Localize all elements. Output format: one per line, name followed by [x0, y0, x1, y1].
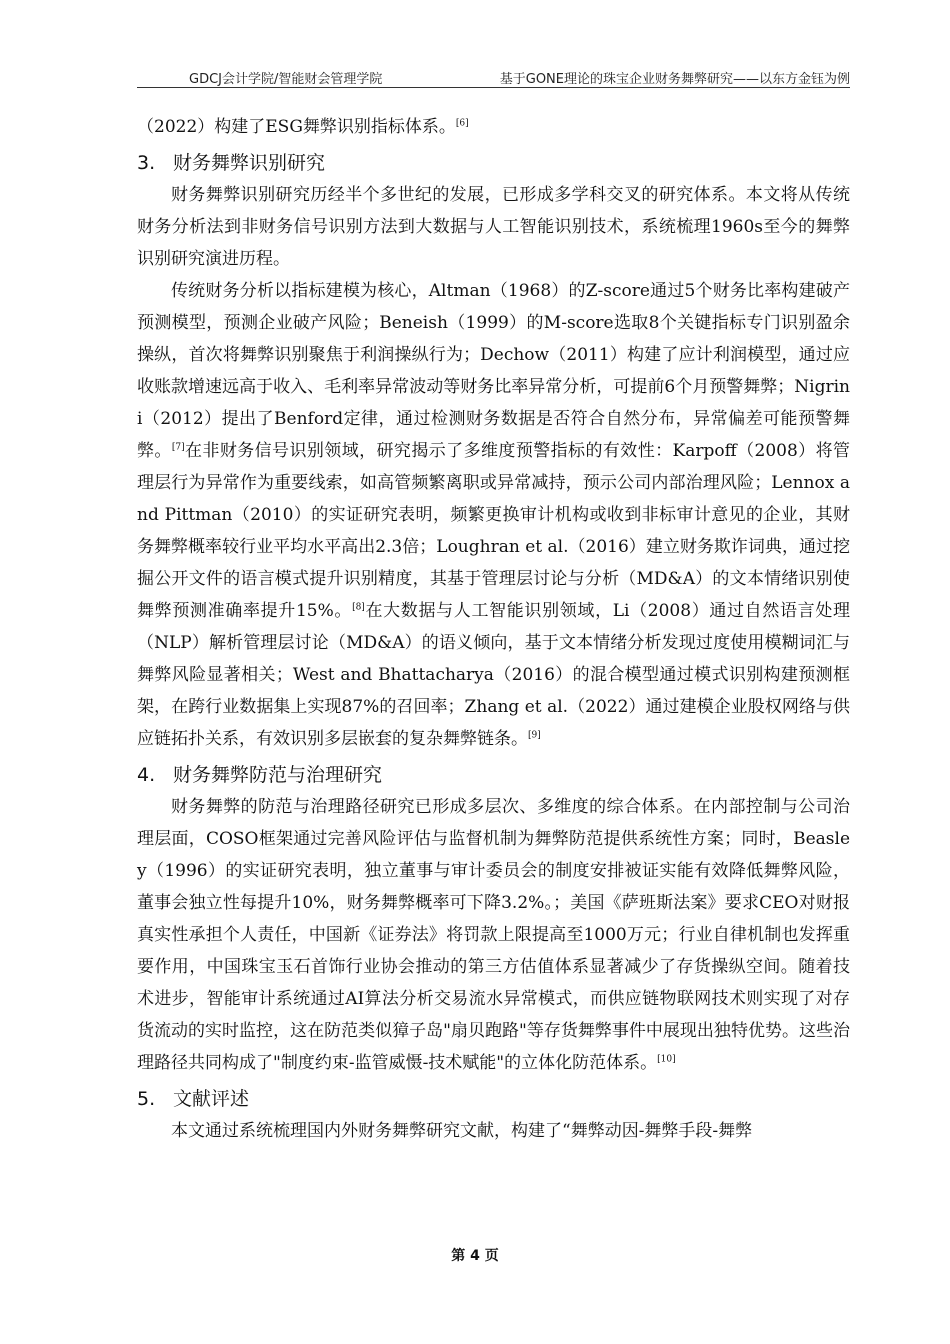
- section-number: 5.: [137, 1088, 156, 1110]
- paragraph-fraud-identification-intro: 财务舞弊识别研究历经半个多世纪的发展，已形成多学科交叉的研究体系。本文将从传统财务分析法到非财务信号识别方法到大数据与人工智能识别技术，系统梳理1960s至今的舞弊识别研究演进历程。: [137, 185, 850, 269]
- main-content: [137, 111, 850, 1147]
- page-header: [137, 68, 850, 86]
- header-institution: GDCJ会计学院/智能财会管理学院: [189, 72, 383, 87]
- section-heading-5: [137, 1083, 850, 1115]
- section-title: 财务舞弊识别研究: [173, 152, 326, 174]
- citation-8: [8]: [352, 602, 365, 613]
- paragraph-fraud-prevention: 财务舞弊的防范与治理路径研究已形成多层次、多维度的综合体系。在内部控制与公司治理层面，COSO框架通过完善风险评估与监督机制为舞弊防范提供系统性方案；同时，Beasley（1996）的实证研究表明，独立董事与审计委员会的制度安排被证实能有效降低舞弊风险，董事会独立性每提升10%，财务舞弊概率可下降3.2%。；美国《萨班斯法案》要求CEO对财报真实性承担个人责任，中国新《证券法》将罚款上限提高至1000万元；行业自律机制也发挥重要作用，中国珠宝玉石首饰行业协会推动的第三方估值体系显著减少了存货操纵空间。随着技术进步，智能审计系统通过AI算法分析交易流水异常模式，而供应链物联网技术则实现了对存货流动的实时监控，这在防范类似獐子岛"扇贝跑路"等存货舞弊事件中展现出独特优势。这些治理路径共同构成了"制度约束-监管威慑-技术赋能"的立体化防范体系。[10]: [137, 797, 850, 1073]
- citation-10: [10]: [657, 1054, 676, 1065]
- citation-9: [9]: [528, 730, 541, 741]
- section-number: 3.: [137, 152, 156, 174]
- citation-7: [7]: [171, 442, 185, 453]
- page-number: 第 4 页: [451, 1248, 499, 1264]
- header-divider: [137, 87, 850, 88]
- section-title: 财务舞弊防范与治理研究: [173, 764, 383, 786]
- section-number: 4.: [137, 764, 156, 786]
- section-heading-4: [137, 759, 850, 791]
- header-paper-title: 基于GONE理论的珠宝企业财务舞弊研究——以东方金钰为例: [499, 72, 850, 87]
- section-heading-3: [137, 147, 850, 179]
- paragraph-fraud-identification-methods: 传统财务分析以指标建模为核心，Altman（1968）的Z-score通过5个财务比率构建破产预测模型，预测企业破产风险；Beneish（1999）的M-score选取8个关键指标专门识别盈余操纵，首次将舞弊识别聚焦于利润操纵行为；Dechow（2011）构建了应计利润模型，通过应收账款增速远高于收入、毛利率异常波动等财务比率异常分析，可提前6个月预警舞弊；Nigrini（2012）提出了Benford定律，通过检测财务数据是否符合自然分布，异常偏差可能预警舞弊。[7]在非财务信号识别领域，研究揭示了多维度预警指标的有效性：Karpoff（2008）将管理层行为异常作为重要线索，如高管频繁离职或异常减持，预示公司内部治理风险；Lennox and Pittman（2010）的实证研究表明，频繁更换审计机构或收到非标审计意见的企业，其财务舞弊概率较行业平均水平高出2.3倍；Loughran et al.（2016）建立财务欺诈词典，通过挖掘公开文件的语言模式提升识别精度，其基于管理层讨论与分析（MD&A）的文本情绪识别使舞弊预测准确率提升15%。[8]在大数据与人工智能识别领域，Li（2008）通过自然语言处理（NLP）解析管理层讨论（MD&A）的语义倾向，基于文本情绪分析发现过度使用模糊词汇与舞弊风险显著相关；West and Bhattacharya（2016）的混合模型通过模式识别构建预测框架，在跨行业数据集上实现87%的召回率；Zhang et al.（2022）通过建模企业股权网络与供应链拓扑关系，有效识别多层嵌套的复杂舞弊链条。[9]: [137, 281, 851, 749]
- citation-6: [6]: [455, 118, 469, 129]
- paragraph-continuation: （2022）构建了ESG舞弊识别指标体系。[6]: [137, 117, 469, 137]
- paragraph-literature-review: 本文通过系统梳理国内外财务舞弊研究文献，构建了“舞弊动因-舞弊手段-舞弊: [171, 1121, 753, 1141]
- section-title: 文献评述: [173, 1088, 250, 1110]
